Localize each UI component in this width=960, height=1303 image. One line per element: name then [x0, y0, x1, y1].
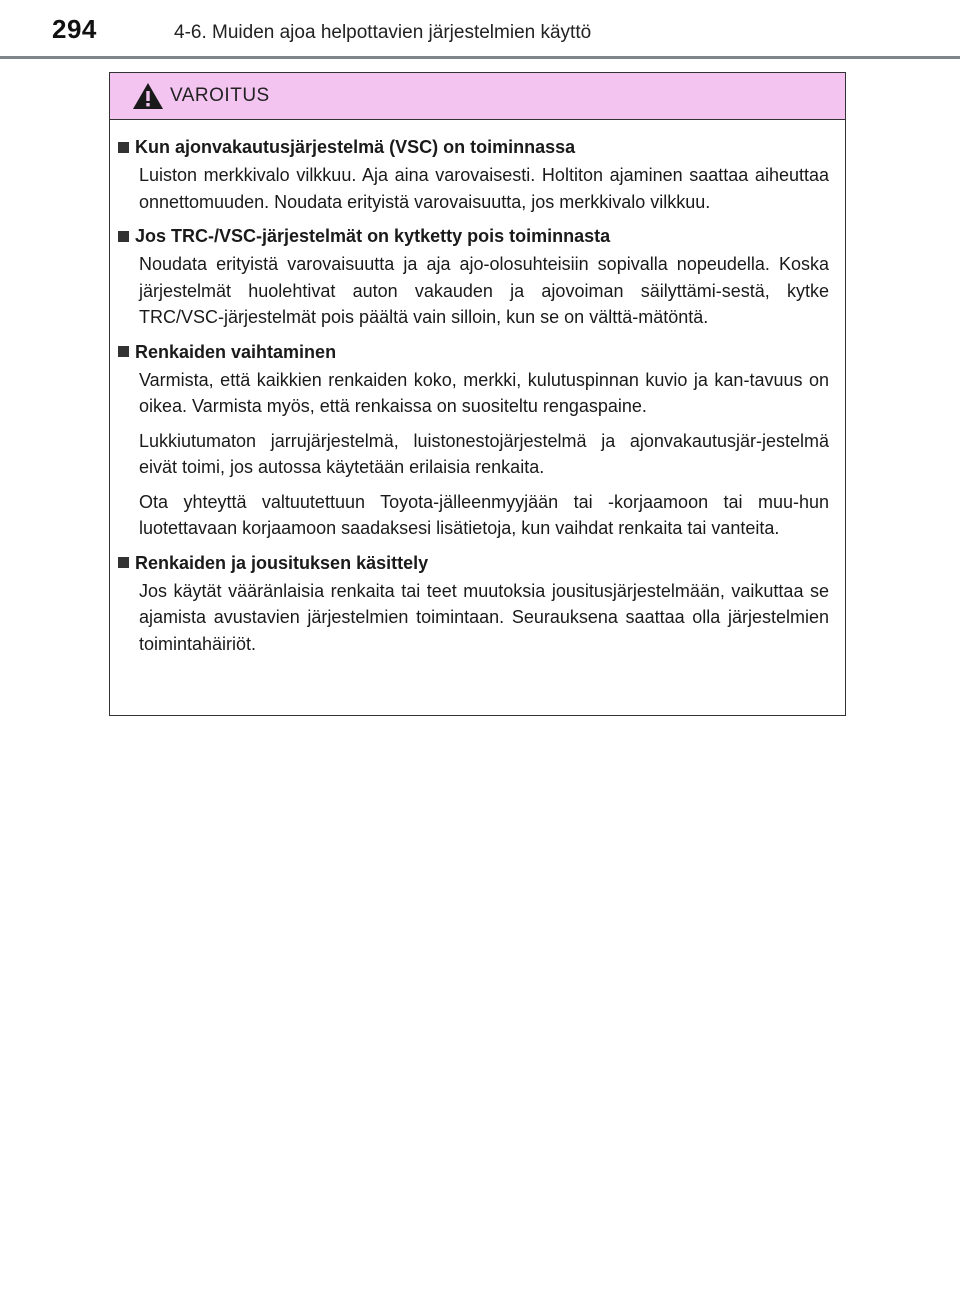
item-heading — [118, 550, 829, 576]
item-heading-text: Jos TRC-/VSC-järjestelmät on kytketty pois toiminnasta — [135, 226, 611, 246]
section-title: 4-6. Muiden ajoa helpottavien järjestelmien käyttö — [174, 22, 592, 43]
square-bullet-icon — [118, 142, 129, 153]
item-paragraph: Luiston merkkivalo vilkkuu. Aja aina varovaisesti. Holtiton ajaminen saattaa aiheuttaa onnettomuuden. Noudata erityistä varovaisuutta, jos merkkivalo vilkkuu. — [139, 165, 829, 212]
warning-triangle-icon — [132, 82, 164, 110]
header-divider — [0, 56, 960, 59]
warning-item-trc-vsc-off — [118, 223, 829, 331]
warning-item-tire-change — [118, 339, 829, 542]
item-heading — [118, 339, 829, 365]
square-bullet-icon — [118, 231, 129, 242]
item-heading-text: Kun ajonvakautusjärjestelmä (VSC) on toiminnassa — [135, 137, 576, 157]
item-heading — [118, 134, 829, 160]
item-paragraph: Jos käytät vääränlaisia renkaita tai teet muutoksia jousitusjärjestelmään, vaikuttaa se ajamista avustavien järjestelmien toimintaan. Seurauksena saattaa olla järjestelmien toimintahäiriöt. — [139, 580, 829, 654]
warning-label: VAROITUS — [170, 85, 270, 106]
item-paragraph: Noudata erityistä varovaisuutta ja aja ajo-olosuhteisiin sopivalla nopeudella. Koska järjestelmät huolehtivat auton vakauden ja ajovoiman säilyttämi-sestä, kytke TRC/VSC-järjestelmät pois päältä vain silloin, kun se on välttä-mätöntä. — [139, 254, 829, 327]
warning-item-vsc — [118, 134, 829, 215]
warning-box — [109, 72, 846, 716]
item-paragraph: Lukkiutumaton jarrujärjestelmä, luistonestojärjestelmä ja ajonvakautusjär-jestelmä eivät toimi, jos autossa käytetään erilaisia renkaita. — [139, 430, 829, 477]
page-header — [0, 0, 960, 42]
item-paragraph: Ota yhteyttä valtuutettuun Toyota-jälleenmyyjään tai -korjaamoon tai muu-hun luotettavaan korjaamoon saadaksesi lisätietoja, kun vaihdat renkaita tai vanteita. — [139, 491, 829, 538]
square-bullet-icon — [118, 346, 129, 357]
item-heading-text: Renkaiden ja jousituksen käsittely — [135, 552, 429, 573]
warning-item-tires-suspension — [118, 550, 829, 658]
item-paragraph: Varmista, että kaikkien renkaiden koko, merkki, kulutuspinnan kuvio ja kan-tavuus on oikea. Varmista myös, että renkaissa on suositeltu rengaspaine. — [139, 369, 829, 416]
item-heading — [118, 223, 829, 249]
item-heading-text: Renkaiden vaihtaminen — [135, 341, 337, 362]
page-number: 294 — [52, 14, 97, 44]
square-bullet-icon — [118, 557, 129, 568]
warning-body — [110, 120, 845, 657]
warning-header — [110, 73, 845, 120]
